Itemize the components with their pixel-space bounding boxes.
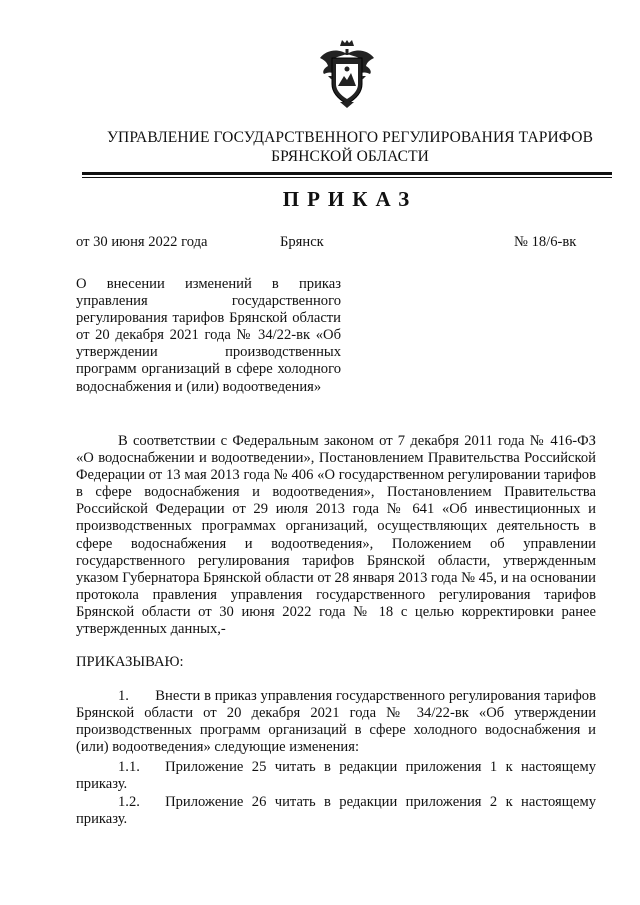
preamble-paragraph: В соответствии с Федеральным законом от 7 декабря 2011 года № 416-ФЗ «О водоснабжении и водоотведении», Постановлением Правительства Российской Федерации от 13 мая 2013 года № 406 «О государственном регулировании тарифов в сфере водоснабжения и водоотведения», Постановлением Правительства Российской Федерации от 29 июля 2013 года № 641 «Об инвестиционных и производственных программах организаций, осуществляющих деятельность в сфере водоснабжения и водоотведения», Положением об управлении государственного регулирования тарифов Брянской области, утвержденным указом Губернатора Брянской области от 28 января 2013 года № 45, и на основании протокола правления управления государственного регулирования тарифов Брянской области от 30 июня 2022 года № 18 с целью корректировки ранее утвержденных данных,- xyxy=(76,433,596,638)
item-1-1-number: 1.1. xyxy=(118,759,140,775)
document-type-title: ПРИКАЗ xyxy=(282,187,418,211)
organization-line-2: БРЯНСКОЙ ОБЛАСТИ xyxy=(271,148,429,165)
organization-name xyxy=(60,128,640,166)
item-1-text: Внести в приказ управления государственного регулирования тарифов Брянской области от 20 декабря 2021 года № 34/22-вк «Об утверждении производственных программ организаций в сфере холодного водоснабжения и (или) водоотведения» следующие изменения: xyxy=(76,688,596,756)
coat-of-arms-emblem xyxy=(318,40,376,108)
item-1-2 xyxy=(76,794,596,828)
document-city: Брянск xyxy=(280,234,324,250)
organization-line-1: УПРАВЛЕНИЕ ГОСУДАРСТВЕННОГО РЕГУЛИРОВАНИЯ ТАРИФОВ xyxy=(106,129,594,146)
item-1-2-number: 1.2. xyxy=(118,794,140,810)
header-rule-thin xyxy=(82,177,612,178)
document-subject: О внесении изменений в приказ управления государственного регулирования тарифов Брянской области от 20 декабря 2021 года № 34/22-вк «Об утверждении производственных программ организаций в сфере холодного водоснабжения и (или) водоотведения» xyxy=(76,276,341,395)
item-1-1-text: Приложение 25 читать в редакции приложения 1 к настоящему приказу. xyxy=(76,759,596,793)
header-rule-thick xyxy=(82,172,612,175)
item-1-2-text: Приложение 26 читать в редакции приложения 2 к настоящему приказу. xyxy=(76,794,596,828)
item-1-1 xyxy=(76,759,596,793)
document-number: № 18/6-вк xyxy=(514,234,577,250)
document-date: от 30 июня 2022 года xyxy=(76,234,208,250)
order-word: ПРИКАЗЫВАЮ: xyxy=(76,654,184,670)
item-1 xyxy=(76,688,596,756)
item-1-number: 1. xyxy=(118,688,129,704)
